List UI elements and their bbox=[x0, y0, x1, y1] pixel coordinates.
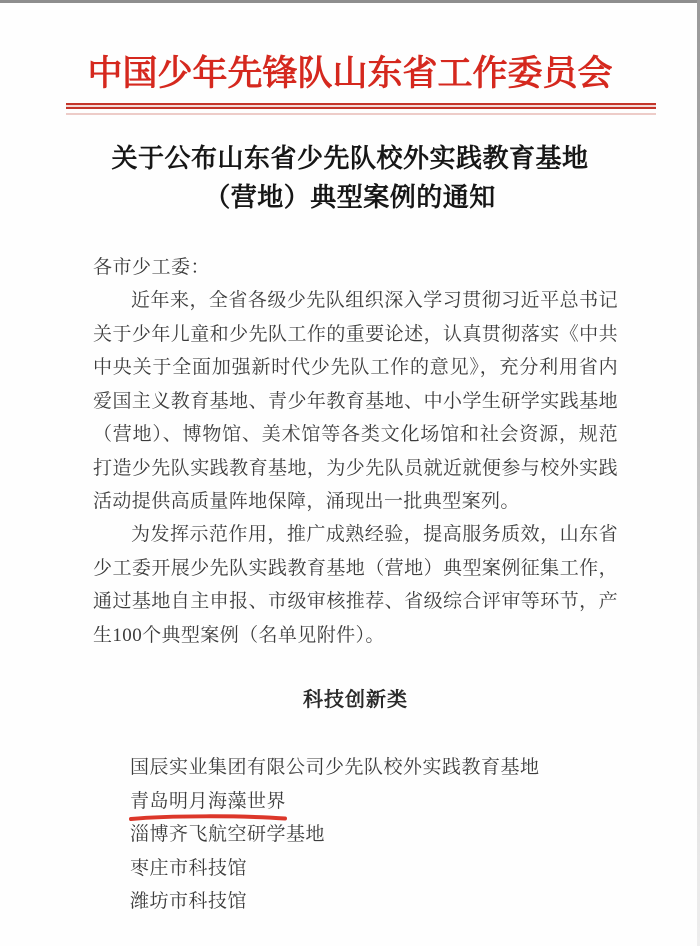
letterhead-org-name: 中国少年先锋队山东省工作委员会 bbox=[87, 54, 613, 93]
letterhead-divider bbox=[66, 103, 656, 109]
list-item: 潍坊市科技馆 bbox=[130, 891, 248, 912]
base-list bbox=[130, 751, 650, 919]
salutation: 各市少工委： bbox=[93, 257, 211, 278]
paragraph-background: 近年来，全省各级少先队组织深入学习贯彻习近平总书记关于少年儿童和少先队工作的重要论述，认真贯彻落实《中共中央关于全面加强新时代少先队工作的意见》，充分利用省内爱国主义教育基地、青少年教育基地、中小学生研学实践基地（营地）、博物馆、美术馆等各类文化场馆和社会资源，规范打造少先队实践教育基地，为少先队员就近就便参与校外实践活动提供高质量阵地保障，涌现出一批典型案列。 bbox=[93, 290, 618, 512]
list-item-label: 青岛明月海藻世界 bbox=[130, 790, 287, 812]
notice-title-line1: 关于公布山东省少先队校外实践教育基地 bbox=[111, 144, 589, 173]
list-item: 枣庄市科技馆 bbox=[130, 857, 248, 879]
letterhead-divider-ghost bbox=[66, 113, 656, 115]
red-underline-mark bbox=[128, 813, 288, 822]
paragraph-selection-process: 为发挥示范作用，推广成熟经验，提高服务质效，山东省少工委开展少先队实践教育基地（营地）典型案例征集工作，通过基地自主申报、市级审核推荐、省级综合评审等环节，产生100个典型案例（名单见附件）。 bbox=[93, 524, 618, 646]
list-item: 淄博齐飞航空研学基地 bbox=[130, 824, 326, 845]
notice-title bbox=[50, 139, 650, 217]
list-item-highlighted bbox=[130, 785, 650, 819]
scan-top-edge bbox=[0, 0, 700, 3]
notice-title-line2: （营地）典型案例的通知 bbox=[204, 183, 496, 212]
list-item: 国辰实业集团有限公司少先队校外实践教育基地 bbox=[130, 757, 540, 778]
section-heading-tech-innovation: 科技创新类 bbox=[303, 687, 408, 711]
underlined-base-name bbox=[130, 785, 286, 819]
